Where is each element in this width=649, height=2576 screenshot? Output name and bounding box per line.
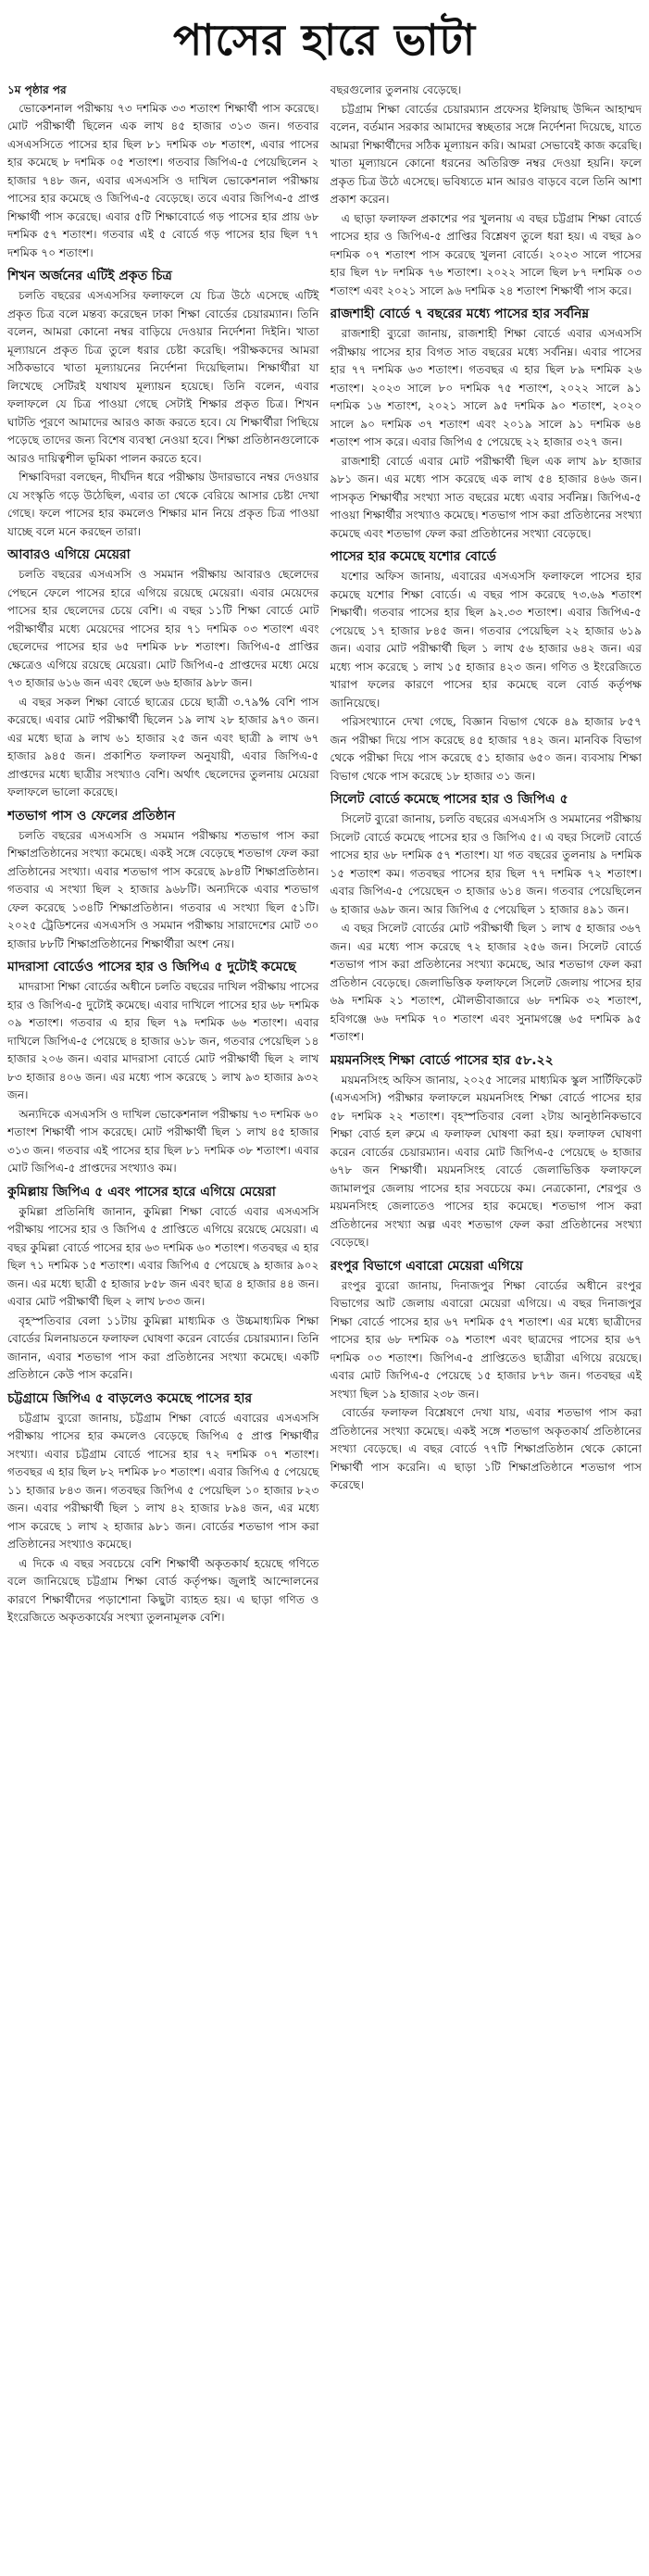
article-paragraph: ভোকেশনাল পরীক্ষায় ৭৩ দশমিক ৩৩ শতাংশ শিক্ষার্থী পাস করেছে। মোট পরীক্ষার্থী ছিলেন এক লাখ ৪৫ হাজার ৩১৩ জন। গতবার এসএসসিতে পাসের হার ছিল ৮১ দশমিক ৩৮ শতাংশ, এবার পাসের হার কমেছে ৮ দশমিক ০৫ শতাংশ। গতবার জিপিএ-৫ পেয়েছিলেন ২ হাজার ৭৪৮ জন, এবার এসএসসি ও দাখিল ভোকেশনাল পরীক্ষায় পাসের হার কমেছে ও জিপিএ-৫ বেড়েছে। তবে এবার জিপিএ-৫ প্রাপ্ত শিক্ষার্থী পাস করেছে। এবার ৫টি শিক্ষাবোর্ডে গড় পাসের হার প্রায় ৬৮ দশমিক ৫৭ শতাংশ। গতবার এই ৫ বোর্ডে গড় পাসের হার ছিল ৭৭ দশমিক ৭০ শতাংশ। bbox=[7, 101, 319, 259]
article-paragraph: এ ছাড়া ফলাফল প্রকাশের পর খুলনায় এ বছর চট্টগ্রাম শিক্ষা বোর্ডে পাসের হার ও জিপিএ-৫ প্রাপ্তির বিশ্লেষণ তুলে ধরা হয়। এ বছর ৯০ দশমিক ০৭ শতাংশ পাস করেছে খুলনা বোর্ডে। ২০২৩ সালে পাসের হার ছিল ৭৮ দশমিক ৭৬ শতাংশ। ২০২২ সালে ছিল ৮৭ দশমিক ০৩ শতাংশ এবং ২০২১ সালে ৯৬ দশমিক ২৪ শতাংশ শিক্ষার্থী পাস করে। bbox=[330, 211, 642, 297]
article-paragraph: এ বছর সিলেট বোর্ডের মোট পরীক্ষার্থী ছিল ১ লাখ ৫ হাজার ৩৬৭ জন। এর মধ্যে পাস করেছে ৭২ হাজার ২৫৬ জন। সিলেট বোর্ডে শতভাগ পাস করা প্রতিষ্ঠানের সংখ্যা কমেছে, আর শতভাগ ফেল করা প্রতিষ্ঠান বেড়েছে। জেলাভিত্তিক ফলাফলে সিলেট জেলায় পাসের হার ৬৯ দশমিক ২১ শতাংশ, মৌলভীবাজারে ৬৮ দশমিক ৩২ শতাংশ, হবিগঞ্জে ৬৬ দশমিক ৭০ শতাংশ এবং সুনামগঞ্জে ৬৫ দশমিক ৯৫ শতাংশ। bbox=[330, 922, 642, 1043]
article-paragraph: রাজশাহী বোর্ডে এবার মোট পরীক্ষার্থী ছিল এক লাখ ৯৮ হাজার ৯৮১ জন। এর মধ্যে পাস করেছে এক লাখ ৫৪ হাজার ৪৬৬ জন। পাসকৃত শিক্ষার্থীর সংখ্যা সাত বছরের মধ্যে এবার সর্বনিম্ন। জিপিএ-৫ পাওয়া শিক্ষার্থীর সংখ্যাও কমেছে। শতভাগ পাস করা প্রতিষ্ঠানের সংখ্যা কমেছে এবং শতভাগ ফেল করা প্রতিষ্ঠানের সংখ্যা বেড়েছে। bbox=[330, 454, 642, 540]
article-paragraph: ময়মনসিংহ অফিস জানায়, ২০২৫ সালের মাধ্যমিক স্কুল সার্টিফিকেট (এসএসসি) পরীক্ষার ফলাফলে ময়মনসিংহ শিক্ষা বোর্ডে পাসের হার ৫৮ দশমিক ২২ শতাংশ। বৃহস্পতিবার বেলা ২টায় আনুষ্ঠানিকভাবে শিক্ষা বোর্ড হল রুমে এ ফলাফল ঘোষণা করা হয়। ফলাফল ঘোষণা করেন বোর্ডের চেয়ারম্যান। এবার মোট জিপিএ-৫ পেয়েছে ৬ হাজার ৬৭৮ জন শিক্ষার্থী। ময়মনসিংহ বোর্ডে জেলাভিত্তিক ফলাফলে জামালপুর জেলায় পাসের হার সবচেয়ে কম। নেত্রকোনা, শেরপুর ও ময়মনসিংহ জেলাতেও পাসের হার কমেছে। শতভাগ পাস করা প্রতিষ্ঠানের সংখ্যা অল্প এবং শতভাগ ফেল করা প্রতিষ্ঠানের সংখ্যা বেড়েছে। bbox=[330, 1073, 642, 1249]
continued-text: বছরগুলোর তুলনায় বেড়েছে। bbox=[330, 83, 462, 96]
section-heading: ময়মনসিংহ শিক্ষা বোর্ডে পাসের হার ৫৮.২২ bbox=[330, 1052, 554, 1068]
section-heading: মাদরাসা বোর্ডেও পাসের হার ও জিপিএ ৫ দুটোই কমেছে bbox=[7, 960, 296, 974]
article-paragraph: সিলেট ব্যুরো জানায়, চলতি বছরের এসএসসি ও সমমানের পরীক্ষায় সিলেট বোর্ডে কমেছে পাসের হার ও জিপিএ ৫। এ বছর সিলেট বোর্ডে পাসের হার ৬৮ দশমিক ৫৭ শতাংশ। যা গত বছরের তুলনায় ৯ দশমিক ১৫ শতাংশ কম। গতবছর পাসের হার ছিল ৭৭ দশমিক ৭২ শতাংশ। এবার জিপিএ-৫ পেয়েছেন ৩ হাজার ৬১৪ জন। গতবার পেয়েছিলেন ৬ হাজার ৬৯৮ জন। আর জিপিএ ৫ পেয়েছিল ১ হাজার ৪৯১ জন। bbox=[330, 812, 642, 916]
article-paragraph: বৃহস্পতিবার বেলা ১১টায় কুমিল্লা মাধ্যমিক ও উচ্চমাধ্যমিক শিক্ষা বোর্ডের মিলনায়তনে ফলাফল ঘোষণা করেন বোর্ডের চেয়ারম্যান। তিনি জানান, এবার শতভাগ পাস করা প্রতিষ্ঠানের সংখ্যা কমেছে। একটি প্রতিষ্ঠানে কেউ পাস করেনি। bbox=[7, 1313, 319, 1381]
section-heading: কুমিল্লায় জিপিএ ৫ এবং পাসের হারে এগিয়ে মেয়েরা bbox=[7, 1184, 276, 1200]
article-columns bbox=[7, 82, 642, 2566]
article-paragraph: চলতি বছরের এসএসসি ও সমমান পরীক্ষায় আবারও ছেলেদের পেছনে ফেলে পাসের হারে এগিয়ে রয়েছে মেয়েরা। এবার মেয়েদের পাসের হার ছেলেদের চেয়ে বেশি। এ বছর ১১টি শিক্ষা বোর্ডে মোট পরীক্ষার্থীর মধ্যে মেয়েদের পাসের হার ৭১ দশমিক ০৩ শতাংশ এবং ছেলেদের পাসের হার ৬৫ দশমিক ৮৮ শতাংশ। জিপিএ-৫ প্রাপ্তির ক্ষেত্রেও এগিয়ে রয়েছে মেয়েরা। মোট জিপিএ-৫ প্রাপ্তদের মধ্যে মেয়ে ৭৩ হাজার ৬১৬ জন এবং ছেলে ৬৬ হাজার ৯৮৮ জন। bbox=[7, 568, 319, 689]
continued-from: ১ম পৃষ্ঠার পর bbox=[7, 83, 67, 96]
article-paragraph: চট্টগ্রাম শিক্ষা বোর্ডের চেয়ারম্যান প্রফেসর ইলিয়াছ উদ্দিন আহাম্মদ বলেন, বর্তমান সরকার আমাদের স্বচ্ছতার সঙ্গে নির্দেশনা দিয়েছে, যাতে আমরা শিক্ষার্থীদের সঠিক মূল্যায়ন করি। আমরা সেভাবেই কাজ করেছি। খাতা মূল্যায়নে কোনো ধরনের অতিরিক্ত নম্বর দেওয়া হয়নি। ফলে প্রকৃত চিত্র উঠে এসেছে। ভবিষ্যতে মান আরও বাড়বে বলে তিনি আশা প্রকাশ করেন। bbox=[330, 102, 642, 206]
section-heading: রংপুর বিভাগে এবারো মেয়েরা এগিয়ে bbox=[330, 1258, 523, 1274]
headline: পাসের হারে ভাটা bbox=[172, 15, 477, 65]
article-paragraph: চলতি বছরের এসএসসি ও সমমান পরীক্ষায় শতভাগ পাস করা শিক্ষাপ্রতিষ্ঠানের সংখ্যা কমেছে। একই সঙ্গে বেড়েছে শতভাগ ফেল করা প্রতিষ্ঠানের সংখ্যা। এবার শতভাগ পাস করেছে ৯৮৪টি শিক্ষাপ্রতিষ্ঠান। গতবার এ সংখ্যা ছিল ২ হাজার ৯৬৮টি। অন্যদিকে এবার শতভাগ ফেল করেছে ১৩৪টি শিক্ষাপ্রতিষ্ঠান। গতবার এ সংখ্যা ছিল ৫১টি। ২০২৫ ট্রেডিশনের এসএসসি ও সমমান পরীক্ষায় সারাদেশের মোট ৩০ হাজার ৮৮টি শিক্ষাপ্রতিষ্ঠানের শিক্ষার্থীরা অংশ নেয়। bbox=[7, 828, 319, 950]
section-heading: রাজশাহী বোর্ডে ৭ বছরের মধ্যে পাসের হার সর্বনিম্ন bbox=[330, 307, 590, 321]
section-heading: শিখন অর্জনের এটিই প্রকৃত চিত্র bbox=[7, 269, 172, 283]
article-paragraph: রাজশাহী ব্যুরো জানায়, রাজশাহী শিক্ষা বোর্ডে এবার এসএসসি পরীক্ষায় পাসের হার বিগত সাত বছরের মধ্যে সর্বনিম্ন। এবার পাসের হার ৭৭ দশমিক ৬৩ শতাংশ। গতবছর এ হার ছিল ৮৯ দশমিক ২৬ শতাংশ। ২০২৩ সালে ৮০ দশমিক ৭৫ শতাংশ, ২০২২ সালে ৯১ দশমিক ১৬ শতাংশ, ২০২১ সালে ৯৫ দশমিক ৯০ শতাংশ, ২০২০ সালে ৯০ দশমিক ৩৭ শতাংশ এবং ২০১৯ সালে ৯১ দশমিক ৬৪ শতাংশ পাস করে। এবার জিপিএ ৫ পেয়েছে ২২ হাজার ৩২৭ জন। bbox=[330, 327, 642, 448]
section-heading: সিলেট বোর্ডে কমেছে পাসের হার ও জিপিএ ৫ bbox=[330, 792, 568, 807]
section-heading: চট্টগ্রামে জিপিএ ৫ বাড়লেও কমেছে পাসের হার bbox=[7, 1390, 253, 1406]
article-paragraph: এ বছর সকল শিক্ষা বোর্ডে ছাত্রের চেয়ে ছাত্রী ৩.৭৯% বেশি পাস করেছে। এবার মোট পরীক্ষার্থী ছিলেন ১৯ লাখ ২৮ হাজার ৯৭০ জন। এর মধ্যে ছাত্র ৯ লাখ ৬১ হাজার ২৫ জন এবং ছাত্রী ৯ লাখ ৬৭ হাজার ৯৪৫ জন। প্রকাশিত ফলাফল অনুযায়ী, এবার জিপিএ-৫ প্রাপ্তদের মধ্যে ছাত্রীর সংখ্যাও বেশি। অর্থাৎ ছেলেদের তুলনায় মেয়েরা ফলাফলে ভালো করেছে। bbox=[7, 695, 319, 798]
section-heading: শতভাগ পাস ও ফেলের প্রতিষ্ঠান bbox=[7, 808, 176, 823]
headline-banner bbox=[7, 6, 642, 74]
left-column bbox=[7, 82, 319, 2566]
article-paragraph: যশোর অফিস জানায়, এবারের এসএসসি ফলাফলে পাসের হার কমেছে যশোর শিক্ষা বোর্ডে। এ বছর পাস করেছে ৭৩.৬৯ শতাংশ শিক্ষার্থী। গতবার পাসের হার ছিল ৯২.৩৩ শতাংশ। এবার জিপিএ-৫ পেয়েছে ১৭ হাজার ৮৪৫ জন। গতবার পেয়েছিল ২২ হাজার ৬১৯ জন। এবার মোট পরীক্ষার্থী ছিল ১ লাখ ৫৬ হাজার ৬৪২ জন। এর মধ্যে পাস করেছে ১ লাখ ১৫ হাজার ৪২৩ জন। গণিত ও ইংরেজিতে খারাপ ফলের কারণে পাসের হার কমেছে বলে বোর্ড কর্তৃপক্ষ জানিয়েছে। bbox=[330, 570, 642, 710]
section-heading: পাসের হার কমেছে যশোর বোর্ডে bbox=[330, 549, 496, 564]
article-paragraph: পরিসংখ্যানে দেখা গেছে, বিজ্ঞান বিভাগ থেকে ৪৯ হাজার ৮৫৭ জন পরীক্ষা দিয়ে পাস করেছে ৪৫ হাজার ৭৪২ জন। মানবিক বিভাগ থেকে পরীক্ষা দিয়ে পাস করেছে ৫১ হাজার ৬৫০ জন। ব্যবসায় শিক্ষা বিভাগ থেকে পাস করেছে ১৮ হাজার ৩১ জন। bbox=[330, 715, 642, 783]
article-paragraph: বোর্ডের ফলাফল বিশ্লেষণে দেখা যায়, এবার শতভাগ পাস করা প্রতিষ্ঠানের সংখ্যা কমেছে। একই সঙ্গে শতভাগ অকৃতকার্য প্রতিষ্ঠানের সংখ্যা বেড়েছে। এ বছর বোর্ডে ৭৭টি শিক্ষাপ্রতিষ্ঠান থেকে কোনো শিক্ষার্থী পাস করেনি। এ ছাড়া ১টি শিক্ষাপ্রতিষ্ঠানে শতভাগ পাস করেছে। bbox=[330, 1406, 642, 1491]
article-paragraph: কুমিল্লা প্রতিনিধি জানান, কুমিল্লা শিক্ষা বোর্ডে এবার এসএসসি পরীক্ষায় পাসের হার ও জিপিএ ৫ প্রাপ্তিতে এগিয়ে রয়েছে মেয়েরা। এ বছর কুমিল্লা বোর্ডে পাসের হার ৬৩ দশমিক ৬০ শতাংশ। গতবছর এ হার ছিল ৭১ দশমিক ১৫ শতাংশ। এবার জিপিএ ৫ পেয়েছে ৯ হাজার ৯০২ জন। এর মধ্যে ছাত্রী ৫ হাজার ৮৫৮ জন এবং ছাত্র ৪ হাজার ৪৪ জন। এবার মোট পরীক্ষার্থী ছিল ২ লাখ ৮৩৩ জন। bbox=[7, 1204, 319, 1308]
article-paragraph: শিক্ষাবিদরা বলছেন, দীর্ঘদিন ধরে পরীক্ষায় উদারভাবে নম্বর দেওয়ার যে সংস্কৃতি গড়ে উঠেছিল, এবার তা থেকে বেরিয়ে আসার চেষ্টা দেখা গেছে। ফলে পাসের হার কমলেও শিক্ষার মান নিয়ে প্রকৃত চিত্র পাওয়া যাচ্ছে বলে মনে করছেন তারা। bbox=[7, 471, 319, 538]
article-paragraph: মাদরাসা শিক্ষা বোর্ডের অধীনে চলতি বছরের দাখিল পরীক্ষায় পাসের হার ও জিপিএ-৫ দুটোই কমেছে। এবার দাখিলে পাসের হার ৬৮ দশমিক ০৯ শতাংশ। গতবার এ হার ছিল ৭৯ দশমিক ৬৬ শতাংশ। এবার দাখিলে জিপিএ-৫ পেয়েছে ৪ হাজার ৬১৮ জন, গতবার পেয়েছিল ১৪ হাজার ২০৬ জন। এবার মাদরাসা বোর্ডে মোট পরীক্ষার্থী ছিল ২ লাখ ৮৩ হাজার ৪০৬ জন। এর মধ্যে পাস করেছে ১ লাখ ৯৩ হাজার ৯৩২ জন। bbox=[7, 980, 319, 1101]
article-paragraph: এ দিকে এ বছর সবচেয়ে বেশি শিক্ষার্থী অকৃতকার্য হয়েছে গণিতে বলে জানিয়েছে চট্টগ্রাম শিক্ষা বোর্ড কর্তৃপক্ষ। জুলাই আন্দোলনের কারণে শিক্ষার্থীদের পড়াশোনা কিছুটা ব্যাহত হয়। এ ছাড়া গণিত ও ইংরেজিতে অকৃতকার্যের সংখ্যা তুলনামূলক বেশি। bbox=[7, 1556, 319, 1624]
article-paragraph: চলতি বছরের এসএসসির ফলাফলে যে চিত্র উঠে এসেছে এটিই প্রকৃত চিত্র বলে মন্তব্য করেছেন ঢাকা শিক্ষা বোর্ডের চেয়ারম্যান। তিনি বলেন, আমরা কোনো নম্বর বাড়িয়ে দেওয়ার নির্দেশনা দিইনি। খাতা মূল্যায়নে প্রকৃত চিত্র তুলে ধরার চেষ্টা করেছি। পরীক্ষকদের আমরা সঠিকভাবে খাতা মূল্যায়নের নির্দেশনা দিয়েছিলাম। শিক্ষার্থীরা যা লিখেছে সেটিরই যথাযথ মূল্যায়ন হয়েছে। তিনি বলেন, এবার ফলাফলে যে চিত্র পাওয়া গেছে সেটাই শিক্ষার প্রকৃত চিত্র। শিখন ঘাটতি পূরণে আমাদের আরও কাজ করতে হবে। যে শিক্ষার্থীরা পিছিয়ে পড়েছে তাদের জন্য বিশেষ ব্যবস্থা নেওয়া হবে। শিক্ষা প্রতিষ্ঠানগুলোকে আরও দায়িত্বশীল ভূমিকা পালন করতে হবে। bbox=[7, 289, 319, 465]
article-paragraph: অন্যদিকে এসএসসি ও দাখিল ভোকেশনাল পরীক্ষায় ৭৩ দশমিক ৬০ শতাংশ শিক্ষার্থী পাস করেছে। মোট পরীক্ষার্থী ছিল ১ লাখ ৪৫ হাজার ৩১৩ জন। গতবার এই পাসের হার ছিল ৮১ দশমিক ৩৮ শতাংশ। এবার মোট জিপিএ-৫ প্রাপ্তদের সংখ্যাও কম। bbox=[7, 1107, 319, 1175]
article-paragraph: চট্টগ্রাম ব্যুরো জানায়, চট্টগ্রাম শিক্ষা বোর্ডে এবারের এসএসসি পরীক্ষায় পাসের হার কমলেও বেড়েছে জিপিএ ৫ প্রাপ্ত শিক্ষার্থীর সংখ্যা। এবার চট্টগ্রাম বোর্ডে পাসের হার ৭২ দশমিক ০৭ শতাংশ। গতবছর এ হার ছিল ৮২ দশমিক ৮০ শতাংশ। এবার জিপিএ ৫ পেয়েছে ১১ হাজার ৮৪৩ জন। গতবছর জিপিএ ৫ পেয়েছিল ১০ হাজার ৮২৩ জন। এবার পরীক্ষার্থী ছিল ১ লাখ ৪২ হাজার ৮৯৪ জন, এর মধ্যে পাস করেছে ১ লাখ ২ হাজার ৯৮১ জন। বোর্ডের শতভাগ পাস করা প্রতিষ্ঠানের সংখ্যাও কমেছে। bbox=[7, 1411, 319, 1551]
right-column bbox=[331, 82, 643, 2566]
section-heading: আবারও এগিয়ে মেয়েরা bbox=[7, 547, 131, 562]
article-paragraph: রংপুর ব্যুরো জানায়, দিনাজপুর শিক্ষা বোর্ডের অধীনে রংপুর বিভাগের আট জেলায় এবারো মেয়েরা এগিয়ে। এ বছর দিনাজপুর শিক্ষা বোর্ডে পাসের হার ৬৭ দশমিক ৫৭ শতাংশ। এর মধ্যে ছাত্রীদের পাসের হার ৬৮ দশমিক ০৯ শতাংশ এবং ছাত্রদের পাসের হার ৬৭ দশমিক ০৩ শতাংশ। জিপিএ-৫ প্রাপ্তিতেও ছাত্রীরা এগিয়ে রয়েছে। এবার মোট জিপিএ-৫ পেয়েছে ১৫ হাজার ৮৭৮ জন। গতবছর এই সংখ্যা ছিল ১৯ হাজার ২৩৮ জন। bbox=[330, 1278, 642, 1401]
